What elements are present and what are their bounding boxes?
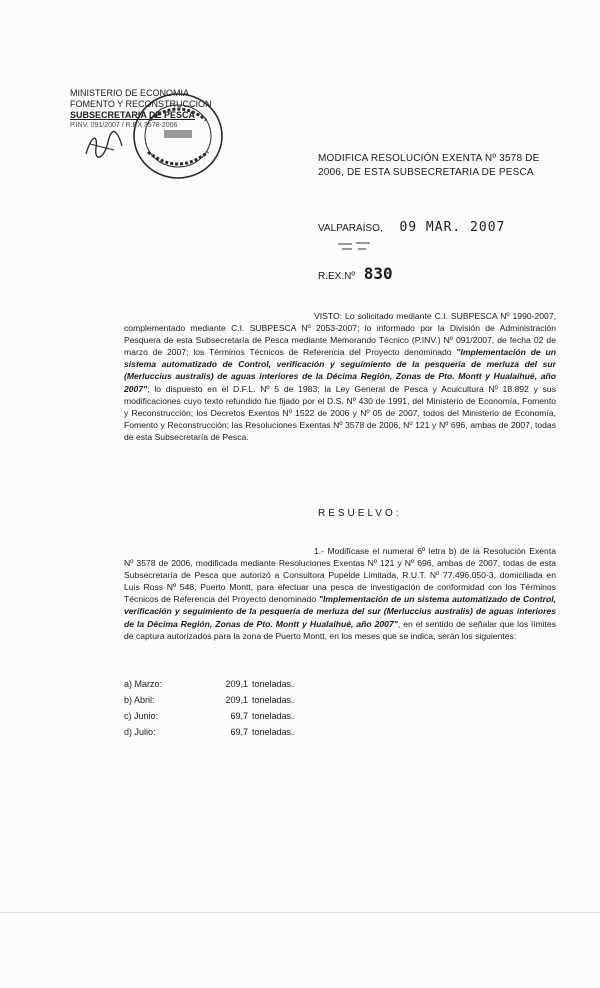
official-seal-stamp: [130, 90, 226, 182]
resuelvo-heading: RESUELVO:: [318, 508, 402, 519]
limit-unit: toneladas.: [252, 679, 294, 689]
list-item: [124, 676, 294, 692]
limit-amount: 69,7: [230, 711, 248, 721]
list-item: [124, 692, 294, 708]
item1-text-2: , en el sentido de señalar que los límites de captura autorizados para la zona de Puerto Montt, en los meses que se indica, serán los siguientes:: [124, 618, 556, 641]
limit-unit: toneladas.: [252, 727, 294, 737]
resolution-label: R.EX.Nº: [318, 271, 355, 282]
document-title: MODIFICA RESOLUCIÓN EXENTA Nº 3578 DE 2006, DE ESTA SUBSECRETARIA DE PESCA: [318, 153, 540, 178]
place-label: VALPARAÍSO,: [318, 223, 383, 234]
stamp-smudge: [336, 240, 376, 252]
visto-paragraph: [124, 310, 556, 443]
limit-month: d) Julio:: [124, 727, 156, 737]
department-name: FOMENTO Y RECONSTRUCCION: [70, 99, 212, 109]
limit-month: c) Junio:: [124, 711, 159, 721]
item1-project-name: "Implementación de un sistema automatizado de Control, verificación y seguimiento de la pesquería de merluza del sur (Merluccius australis) de aguas interiores de la Décima Región, Zonas de Pto. Montt y Hualaihué, año 2007": [124, 594, 556, 629]
limit-amount: 69,7: [230, 727, 248, 737]
dateline: [318, 220, 505, 235]
scan-artifact-line: [0, 912, 600, 913]
limit-unit: toneladas.: [252, 711, 294, 721]
visto-text-2: ; lo dispuesto en el D.F.L. Nº 5 de 1983; la Ley General de Pesca y Acuicultura Nº 18.892 y sus modificaciones cuyo texto refundido fue fijado por el D.S. Nº 430 de 1991, del Ministerio de Economía, Fomento y Reconstrucción; los Decretos Exentos Nº 1522 de 2006 y Nº 05 de 2007, todos del Ministerio de Economía, Fomento y Reconstrucción; las Resoluciones Exentas Nº 3578 de 2006, Nº 121 y Nº 696, ambas de 2007, todas de esta Subsecretaría de Pesca.: [124, 383, 556, 442]
subsecretary-name: SUBSECRETARIA DE PESCA: [70, 110, 196, 120]
visto-project-name: "Implementación de un sistema automatizado de Control, verificación y seguimiento de la pesquería de merluza del sur (Merluccius australis) de aguas interiores de la Décima Región, Zonas de Pto. Montt y Hualaihué, año 2007": [124, 347, 556, 394]
limit-month: a) Marzo:: [124, 679, 163, 689]
limit-unit: toneladas.: [252, 695, 294, 705]
letterhead-reference: P.INV. 091/2007 / R.EX 3578-2006: [70, 122, 178, 129]
ministry-name: MINISTERIO DE ECONOMIA: [70, 88, 190, 98]
list-item: [124, 724, 294, 740]
limit-amount: 209,1: [225, 695, 248, 705]
date-stamp: 09 MAR. 2007: [399, 220, 506, 235]
limit-month: b) Abril:: [124, 695, 155, 705]
resolution-number: 830: [363, 264, 393, 283]
resolution-item-1: [124, 545, 556, 642]
resolution-number-line: [318, 264, 393, 283]
catch-limits-list: [124, 676, 294, 740]
visto-text-1: VISTO: Lo solicitado mediante C.I. SUBPESCA Nº 1990-2007, complementado mediante C.I. SUBPESCA Nº 2053-2007; lo informado por la División de Administración Pesquera de esta Subsecretaría de Pesca mediante Memorando Técnico (P.INV.) Nº 091/2007, de fecha 02 de marzo de 2007; los Términos Técnicos de Referencia del Proyecto denominado: [124, 311, 556, 358]
item1-text-1: 1.- Modifícase el numeral 6º letra b) de la Resolución Exenta Nº 3578 de 2006, modificada mediante Resoluciones Exentas Nº 121 y Nº 696, ambas de 2007, todas de esta Subsecretaría de Pesca que autorizó a Consultora Pupelde Limitada, R.U.T. Nº 77.496.050-3, domiciliada en Luis Ross Nº 548, Puerto Montt, para efectuar una pesca de investigación de conformidad con los Términos Técnicos de Referencia del Proyecto denominado: [124, 546, 556, 605]
list-item: [124, 708, 294, 724]
handwritten-signature: [84, 128, 124, 162]
limit-amount: 209,1: [225, 679, 248, 689]
